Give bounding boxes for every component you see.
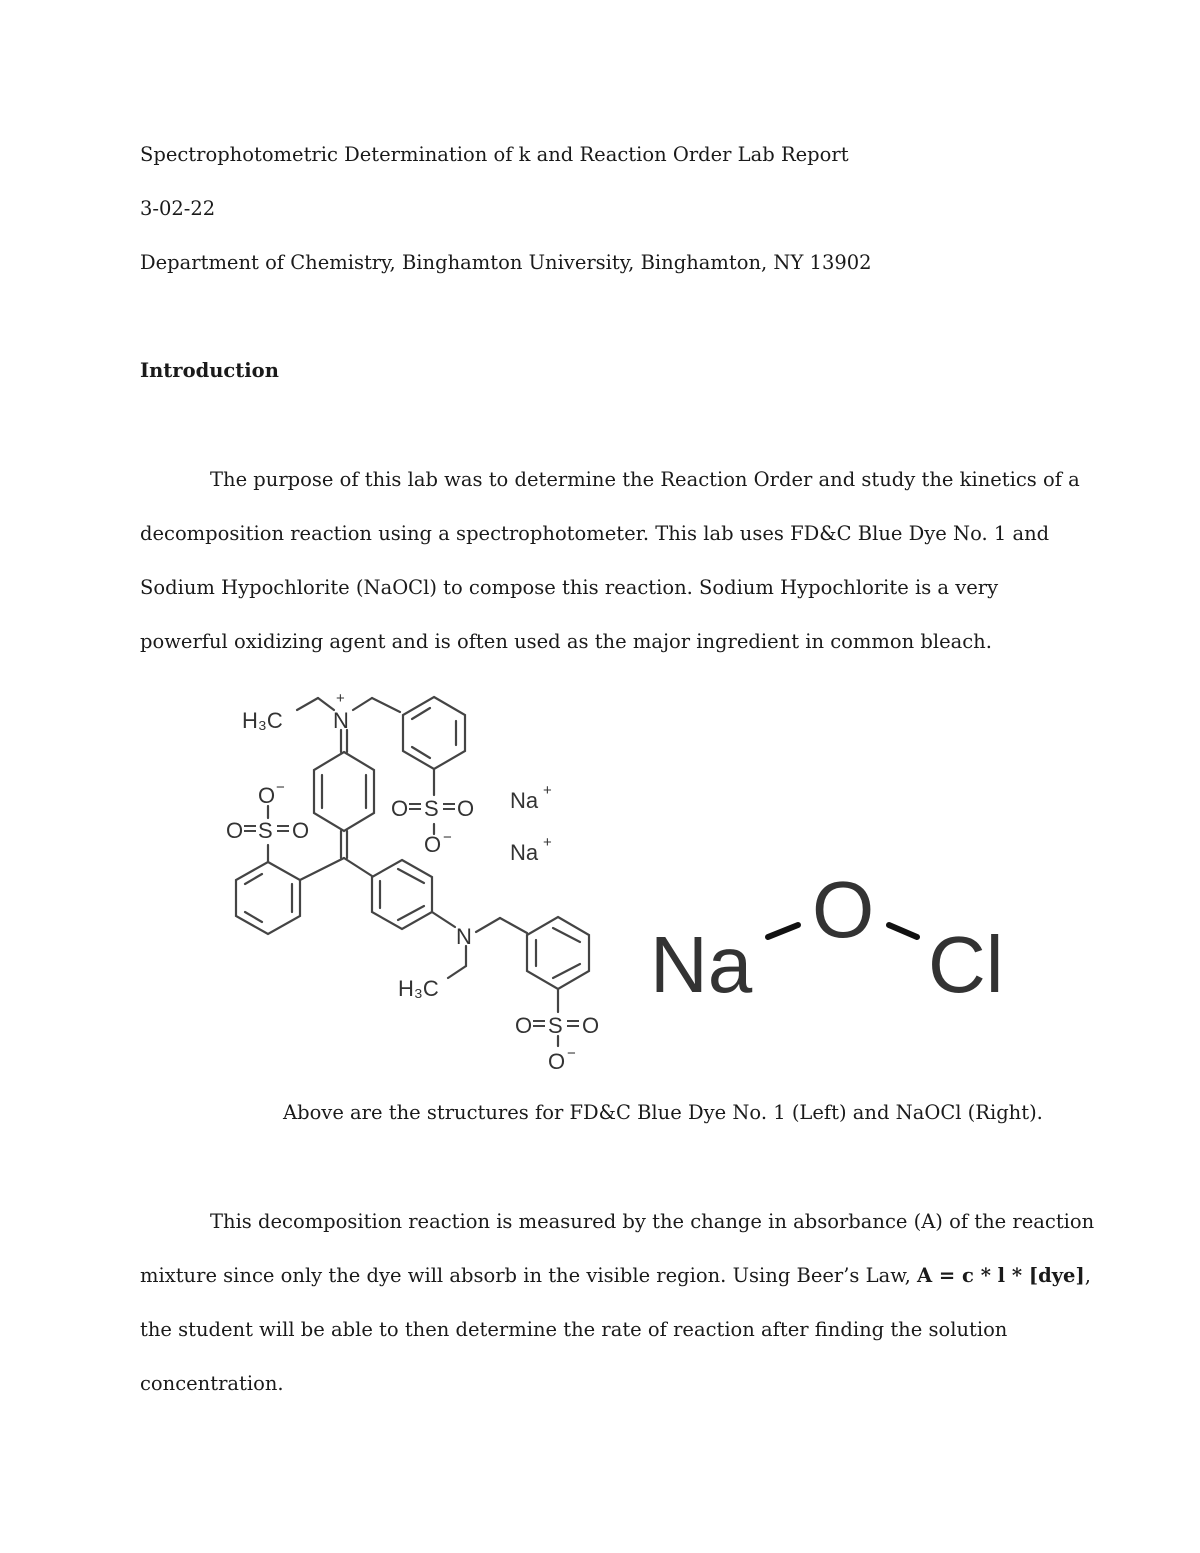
beers-law-formula: A = c * l * [dye] [916,1264,1085,1287]
dye-label: + [543,782,552,799]
intro-paragraph-line: decomposition reaction using a spectrophotometer. This lab uses FD&C Blue Dye No. 1 and [140,522,1050,545]
dye-label: Na [510,840,539,865]
naocl-bond [889,925,917,937]
body-paragraph-line: the student will be able to then determine the rate of reaction after finding the solution [140,1318,1008,1341]
intro-paragraph-line: Sodium Hypochlorite (NaOCl) to compose this reaction. Sodium Hypochlorite is a very [140,576,999,599]
dye-label: O [457,796,475,821]
dye-label: S [424,796,439,821]
dye-label: N [333,708,349,733]
body-text-span: , [1084,1264,1091,1287]
dye-label: S [548,1013,563,1038]
report-affiliation: Department of Chemistry, Binghamton University, Binghamton, NY 13902 [140,251,872,274]
intro-paragraph-line: The purpose of this lab was to determine the Reaction Order and study the kinetics of a [210,468,1080,491]
dye-label: O [292,818,310,843]
dye-label: Na [510,788,539,813]
figure-caption: Above are the structures for FD&C Blue Dye No. 1 (Left) and NaOCl (Right). [283,1101,1043,1124]
report-date: 3-02-22 [140,197,216,220]
body-paragraph-line [140,1264,1091,1287]
dye-label: − [567,1045,576,1062]
dye-label: O [391,796,409,821]
dye-label: O [226,818,244,843]
body-paragraph-line: concentration. [140,1372,284,1395]
body-paragraph-line: This decomposition reaction is measured by the change in absorbance (A) of the reaction [210,1210,1095,1233]
body-text-span: mixture since only the dye will absorb in the visible region. Using Beer’s Law, [140,1264,917,1287]
dye-label: − [276,779,285,796]
report-title: Spectrophotometric Determination of k and Reaction Order Lab Report [140,143,849,166]
naocl-o-label: O [812,865,875,954]
dye-label: − [443,829,452,846]
naocl-structure [650,865,1004,1009]
dye-label: H₃C [242,708,283,733]
dye-label: O [424,832,442,857]
naocl-na-label: Na [650,920,753,1009]
dye-label: O [582,1013,600,1038]
dye-label: + [336,690,345,707]
dye-label: O [548,1049,566,1074]
dye-label: + [543,834,552,851]
dye-label: S [258,818,273,843]
intro-paragraph-line: powerful oxidizing agent and is often used as the major ingredient in common bleach. [140,630,992,653]
dye-label: O [258,783,276,808]
dye-label: O [515,1013,533,1038]
section-heading-introduction: Introduction [140,359,279,382]
dye-label: N [456,924,472,949]
naocl-cl-label: Cl [928,920,1004,1009]
dye-label: H₃C [398,976,439,1001]
naocl-bond [768,925,798,937]
